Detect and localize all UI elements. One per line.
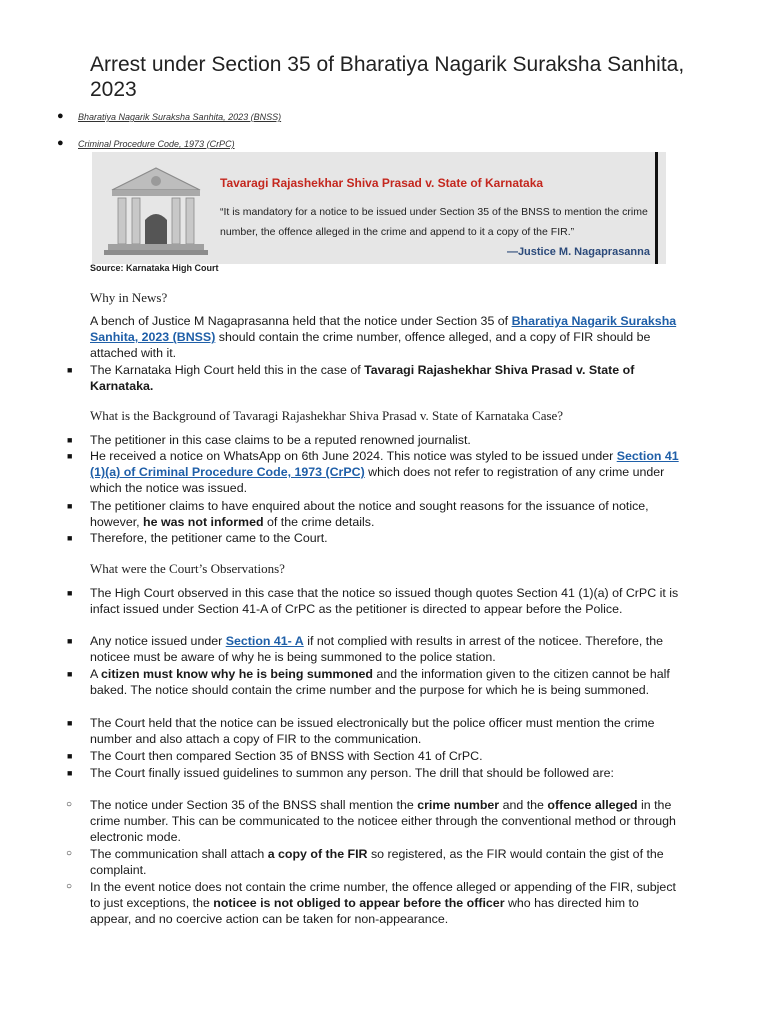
background-item-1: The petitioner in this case claims to be a reputed renowned journalist. xyxy=(90,433,471,447)
link-crpc[interactable]: Criminal Procedure Code, 1973 (CrPC) xyxy=(78,139,235,149)
bullet-marker: ■ xyxy=(67,501,73,511)
bullet-marker: ■ xyxy=(67,533,73,543)
bullet-dot: ● xyxy=(57,110,64,122)
bullet-marker: ■ xyxy=(67,365,73,375)
case-banner-image xyxy=(92,152,666,264)
observation-item-4: The Court held that the notice can be issued electronically but the police officer must mention the crime number and also attach a copy of FIR to the communication. xyxy=(90,716,655,747)
bullet-marker: ■ xyxy=(67,669,73,679)
image-source: Source: Karnataka High Court xyxy=(90,263,219,273)
why-in-news-heading: Why in News? xyxy=(90,290,168,305)
bullet-marker: ■ xyxy=(67,588,73,598)
section-41a-link[interactable]: Section 41- A xyxy=(225,634,304,648)
bullet-marker: ■ xyxy=(67,718,73,728)
bullet-marker: ■ xyxy=(67,451,73,461)
observation-item-6: The Court finally issued guidelines to summon any person. The drill that should be followed are: xyxy=(90,766,614,780)
court-building-icon xyxy=(102,164,210,256)
intro-bullet: The Karnataka High Court held this in the case of Tavaragi Rajashekhar Shiva Prasad v. State of Karnataka. xyxy=(90,363,635,394)
guideline-item-2: The communication shall attach a copy of the FIR so registered, as the FIR would contain the gist of the complaint. xyxy=(90,847,664,878)
observation-item-1: The High Court observed in this case that the notice so issued though quotes Section 41 (1)(a) of CrPC it is infact issued under Section 41-A of CrPC as the petitioner is directed to appear before the Police. xyxy=(90,586,679,617)
sub-bullet-marker: ○ xyxy=(66,799,73,810)
sub-bullet-marker: ○ xyxy=(66,848,73,859)
guideline-item-1: The notice under Section 35 of the BNSS shall mention the crime number and the offence alleged in the crime number. This can be communicated to the noticee either through the conventional method or through electronic mode. xyxy=(90,798,676,845)
background-item-3: The petitioner claims to have enquired about the notice and sought reasons for the issuance of notice, however, he was not informed of the crime details. xyxy=(90,499,649,530)
bullet-marker: ■ xyxy=(67,636,73,646)
bullet-marker: ■ xyxy=(67,435,73,445)
intro-paragraph: A bench of Justice M Nagaprasanna held that the notice under Section 35 of Bharatiya Nagarik Suraksha Sanhita, 2023 (BNSS) should contain the crime number, offence alleged, and a copy of FIR should be attached with it. xyxy=(90,314,677,361)
banner-case-title: Tavaragi Rajashekhar Shiva Prasad v. State of Karnataka xyxy=(220,176,544,190)
bullet-marker: ■ xyxy=(67,751,73,761)
observation-item-3: A citizen must know why he is being summoned and the information given to the citizen cannot be half baked. The notice should contain the crime number and the purpose for which he is being summoned. xyxy=(90,667,670,698)
bullet-marker: ■ xyxy=(67,768,73,778)
banner-quote: “It is mandatory for a notice to be issued under Section 35 of the BNSS to mention the crime number, the offence alleged in the crime and append to it a copy of the FIR.” xyxy=(220,206,648,238)
background-heading: What is the Background of Tavaragi Rajashekhar Shiva Prasad v. State of Karnataka Case? xyxy=(90,408,564,423)
observation-item-5: The Court then compared Section 35 of BNSS with Section 41 of CrPC. xyxy=(90,749,483,763)
link-bnss[interactable]: Bharatiya Nagarik Suraksha Sanhita, 2023 (BNSS) xyxy=(78,112,282,122)
guideline-item-3: In the event notice does not contain the crime number, the offence alleged or appending of the FIR, subject to just exceptions, the noticee is not obliged to appear before the officer who has directed him to appear, and no coercive action can be taken for non-appearance. xyxy=(90,880,676,927)
observations-heading: What were the Court’s Observations? xyxy=(90,561,285,576)
banner-border xyxy=(655,152,658,264)
background-item-2: He received a notice on WhatsApp on 6th June 2024. This notice was styled to be issued under Section 41 (1)(a) of Criminal Procedure Code, 1973 (CrPC) which does not refer to registration of any crime under which the notice was issued. xyxy=(90,449,679,496)
observation-item-2: Any notice issued under Section 41- A if not complied with results in arrest of the noticee. Therefore, the noticee must be aware of why he is being summoned to the police station. xyxy=(90,634,664,665)
background-item-4: Therefore, the petitioner came to the Court. xyxy=(90,531,328,545)
bullet-dot: ● xyxy=(57,137,64,149)
page-title: Arrest under Section 35 of Bharatiya Nagarik Suraksha Sanhita, 2023 xyxy=(90,53,685,101)
sub-bullet-marker: ○ xyxy=(66,881,73,892)
bnss-link[interactable]: Bharatiya Nagarik Suraksha Sanhita, 2023 (BNSS) xyxy=(90,314,677,345)
banner-judge: —Justice M. Nagaprasanna xyxy=(506,246,650,258)
crpc-section-41-link[interactable]: Section 41 (1)(a) of Criminal Procedure Code, 1973 (CrPC) xyxy=(90,449,679,480)
